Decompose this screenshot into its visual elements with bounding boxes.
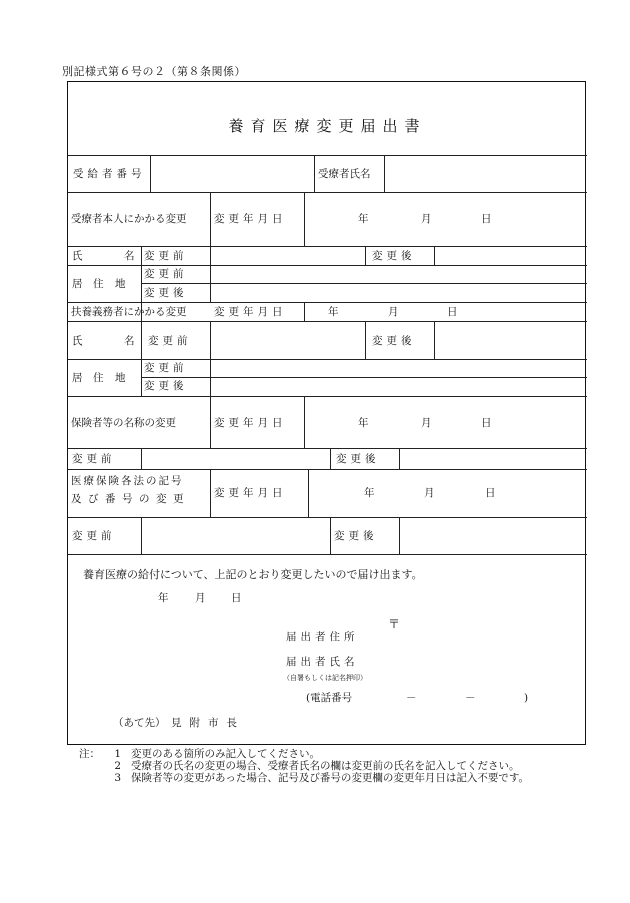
row-divider bbox=[68, 155, 587, 156]
after-label: 変更後 bbox=[334, 530, 378, 542]
after-label: 変更後 bbox=[372, 250, 416, 262]
row-divider bbox=[68, 302, 587, 303]
note-number: 1 bbox=[114, 748, 121, 760]
declaration-month: 月 bbox=[195, 592, 206, 604]
phone-dash: － bbox=[406, 692, 417, 704]
declaration-text: 養育医療の給付について、上記のとおり変更したいので届け出ます。 bbox=[83, 568, 423, 581]
col-divider bbox=[399, 517, 400, 554]
row-divider bbox=[141, 283, 587, 284]
addressee-prefix: （あて先） bbox=[113, 717, 166, 729]
row-divider bbox=[68, 396, 587, 397]
change-date-label: 変更年月日 bbox=[214, 487, 287, 499]
recipient-name-label: 受療者氏名 bbox=[318, 168, 371, 180]
address-label-3: 地 bbox=[115, 372, 126, 384]
name-label-1: 氏 bbox=[72, 250, 83, 262]
section4-label-line2: 及び番号の変更 bbox=[71, 493, 190, 505]
name-label-2: 名 bbox=[124, 335, 135, 347]
day-label: 日 bbox=[485, 487, 496, 499]
note-text: 保険者等の変更があった場合、記号及び番号の変更欄の変更年月日は記入不要です。 bbox=[131, 772, 530, 784]
change-date-label: 変更年月日 bbox=[214, 417, 287, 429]
month-label: 月 bbox=[421, 417, 432, 429]
row-divider bbox=[68, 517, 587, 518]
notes-label: 注： bbox=[79, 748, 100, 760]
before-label: 変更前 bbox=[72, 530, 116, 542]
row-divider bbox=[68, 554, 587, 555]
col-divider bbox=[141, 321, 142, 396]
col-divider bbox=[365, 246, 366, 265]
declaration-day: 日 bbox=[231, 592, 242, 604]
col-divider bbox=[210, 396, 211, 448]
col-divider bbox=[304, 192, 305, 246]
form-reference: 別記様式第６号の２（第８条関係） bbox=[62, 65, 246, 78]
row-divider bbox=[68, 265, 587, 266]
month-label: 月 bbox=[421, 213, 432, 225]
section3-label: 保険者等の名称の変更 bbox=[71, 417, 176, 429]
row-divider bbox=[68, 448, 587, 449]
year-label: 年 bbox=[358, 417, 369, 429]
after-label: 変更後 bbox=[372, 335, 416, 347]
notifier-name-label: 届出者氏名 bbox=[286, 656, 359, 668]
note-item bbox=[79, 760, 571, 772]
col-divider bbox=[314, 155, 315, 192]
col-divider bbox=[330, 448, 331, 469]
phone-close: ) bbox=[524, 692, 529, 704]
after-label: 変更後 bbox=[144, 287, 188, 299]
col-divider bbox=[365, 321, 366, 359]
row-divider bbox=[68, 192, 587, 193]
before-label: 変更前 bbox=[144, 250, 188, 262]
col-divider bbox=[384, 155, 385, 192]
change-date-label: 変更年月日 bbox=[214, 213, 287, 225]
after-label: 変更後 bbox=[336, 453, 380, 465]
address-label-1: 居 bbox=[72, 372, 83, 384]
col-divider bbox=[330, 517, 331, 554]
postal-mark: 〒 bbox=[388, 617, 401, 631]
before-label: 変更前 bbox=[148, 335, 192, 347]
col-divider bbox=[210, 246, 211, 302]
form-table bbox=[67, 81, 586, 745]
notifier-address-label: 届出者住所 bbox=[286, 631, 359, 643]
note-number: 3 bbox=[114, 772, 121, 784]
row-divider bbox=[68, 359, 587, 360]
phone-dash: － bbox=[465, 692, 476, 704]
addressee: 見附市長 bbox=[171, 717, 245, 729]
day-label: 日 bbox=[447, 306, 458, 318]
name-label-2: 名 bbox=[124, 250, 135, 262]
signature-note: （自署もしくは記名押印） bbox=[283, 674, 367, 682]
address-label-2: 住 bbox=[93, 372, 104, 384]
col-divider bbox=[210, 192, 211, 246]
phone-label: (電話番号 bbox=[306, 692, 353, 704]
month-label: 月 bbox=[424, 487, 435, 499]
note-text: 受療者の氏名の変更の場合、受療者氏名の欄は変更前の氏名を記入してください。 bbox=[131, 760, 520, 772]
address-label-1: 居 bbox=[72, 278, 83, 290]
col-divider bbox=[304, 302, 305, 321]
year-label: 年 bbox=[358, 213, 369, 225]
col-divider bbox=[210, 469, 211, 517]
row-divider bbox=[68, 321, 587, 322]
recipient-number-label: 受給者番号 bbox=[73, 168, 146, 180]
row-divider bbox=[68, 246, 587, 247]
col-divider bbox=[434, 246, 435, 265]
row-divider bbox=[68, 469, 587, 470]
section4-label-line1: 医療保険各法の記号 bbox=[71, 475, 184, 487]
col-divider bbox=[141, 517, 142, 554]
day-label: 日 bbox=[481, 417, 492, 429]
col-divider bbox=[434, 321, 435, 359]
name-label-1: 氏 bbox=[72, 335, 83, 347]
col-divider bbox=[150, 155, 151, 192]
month-label: 月 bbox=[388, 306, 399, 318]
address-label-2: 住 bbox=[93, 278, 104, 290]
note-number: 2 bbox=[114, 760, 121, 772]
col-divider bbox=[141, 448, 142, 469]
section1-label: 受療者本人にかかる変更 bbox=[71, 213, 187, 225]
after-label: 変更後 bbox=[144, 380, 188, 392]
note-text: 変更のある箇所のみ記入してください。 bbox=[131, 748, 320, 760]
form-title: 養育医療変更届出書 bbox=[228, 117, 427, 135]
day-label: 日 bbox=[481, 213, 492, 225]
col-divider bbox=[308, 469, 309, 517]
note-item bbox=[79, 772, 571, 784]
notes bbox=[79, 748, 571, 784]
address-label-3: 地 bbox=[115, 278, 126, 290]
year-label: 年 bbox=[364, 487, 375, 499]
col-divider bbox=[304, 396, 305, 448]
before-label: 変更前 bbox=[144, 362, 188, 374]
declaration-year: 年 bbox=[158, 592, 169, 604]
note-item bbox=[79, 748, 571, 760]
col-divider bbox=[399, 448, 400, 469]
year-label: 年 bbox=[328, 306, 339, 318]
before-label: 変更前 bbox=[72, 453, 116, 465]
row-divider bbox=[141, 377, 587, 378]
before-label: 変更前 bbox=[144, 268, 188, 280]
change-date-label: 変更年月日 bbox=[214, 306, 287, 318]
col-divider bbox=[210, 321, 211, 396]
section2-label: 扶養義務者にかかる変更 bbox=[71, 306, 187, 318]
